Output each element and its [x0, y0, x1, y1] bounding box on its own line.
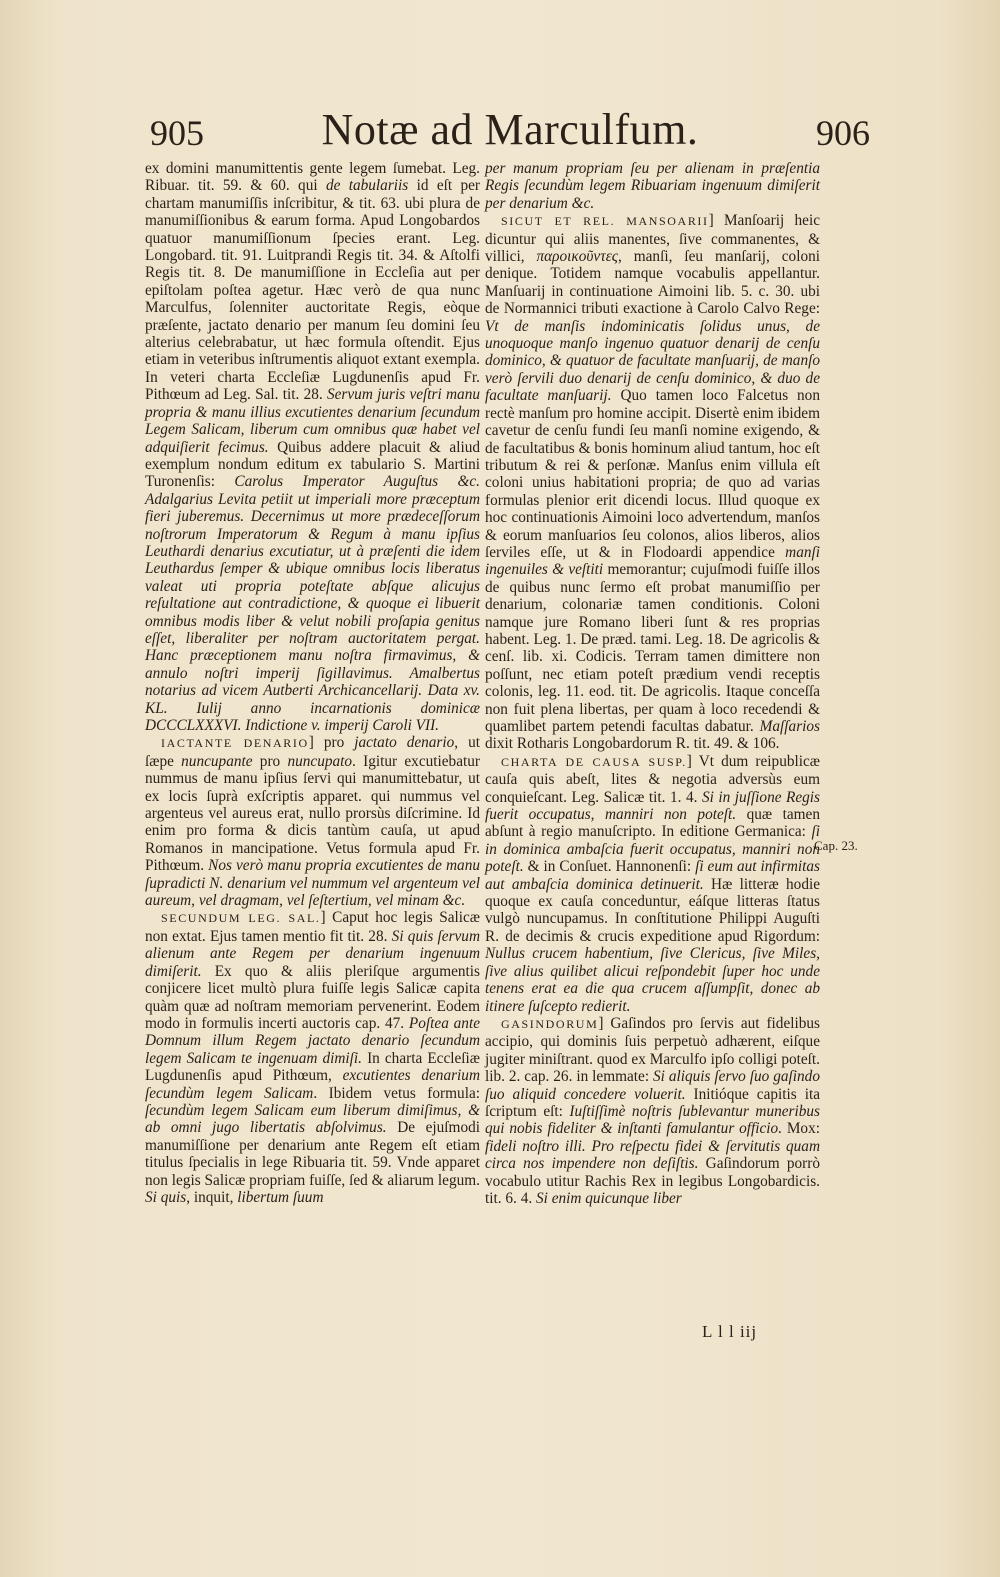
- italic-run: manſi ingenuiles & veſtiti: [485, 543, 820, 579]
- italic-run: jactato denario: [354, 734, 455, 752]
- text-run: memorantur; cujuſmodi fuiſſe illos de quibus nunc ſermo eſt probat manumiſſio per denarium, colonariæ tamen conditionis. Coloni namque jure Romano liberi ſunt & res proprias habent. Leg. 1. De præd. tami. Leg. 18. De agricolis & cenſ. lib. xi. Codicis. Terram tamen dimittere non poſſunt, nec etiam poteſt prædium vendi receptis colonis, leg. 11. eod. tit. De agricolis. Itaque conceſſa non fuit plena libertas, per quam à loco recedendi & quamlibet partem petendi facultas dabatur.: [485, 561, 820, 735]
- right-column: [485, 160, 820, 1207]
- text-run: Quibus addere placuit & aliud exemplum nondum editum ex tabulario S. Martini Turonenſis:: [145, 438, 480, 491]
- running-header: [150, 104, 870, 156]
- italic-run: Carolus Imperator Auguſtus &c. Adalgarius Levita petiit ut imperiali more præceptum fieri juberemus. Decernimus ut more prædeceſſorum noſtrorum Imperatorum & Regum à manu ipſius Leuthardi denarius excutiatur, ut à præſenti die idem Leuthardus ſemper & ubique omnibus locis liberatus valeat uti propria poteſtate abſque alicujus reſultatione aut contradictione, & quoque ei libuerit omnibus modis liber & velut nobili proſapia genitus eſſet, liberaliter per noſtram auctoritatem pergat. Hanc præceptionem manu noſtra firmavimus, & annulo noſtri imperij ſigillavimus. Amalbertus notarius ad vicem Autberti Archicancellarij. Data xv. KL. Iulij anno incarnationis dominicæ DCCCLXXXVI. Indictione v. imperij Caroli VII.: [145, 473, 480, 734]
- text-run: ] Vt dum reipublicæ cauſa quis abeſt, lites & negotia adversùs eum conquieſcant. Leg. Salicæ tit. 1. 4.: [485, 752, 820, 806]
- lemma: GASINDORUM: [501, 1016, 599, 1031]
- italic-run: Servum juris veſtri manu propria & manu illius excutientes denarium ſecundum Legem Salicam, liberum cum omnibus quæ habet vel adquiſierit fecimus.: [145, 386, 480, 456]
- italic-run: Vt de manſis indominicatis ſolidus unus, de unoquoque manſo ingenuo quatuor denarij de cenſu dominico, & quatuor de facultate manſuarij, de manſo verò ſervili duo denarij de cenſu dominico, & duo de facultate manſuarij.: [485, 317, 820, 405]
- italic-run: Poſtea ante Domnum illum Regem jactato denario ſecundum legem Salicam te ingenuam dimiſi.: [145, 1014, 480, 1067]
- italic-run: fideli noſtro illi. Pro reſpectu fidei & ſervitutis quam circa nos impendere non deſiſtis.: [485, 1137, 820, 1173]
- page-title: Notæ ad Marculfum.: [321, 105, 699, 154]
- text-run: Gaſindorum porrò vocabulo utitur Rachis Rex in legibus Longobardicis. tit. 6. 4.: [485, 1155, 820, 1207]
- text-run: In charta Eccleſiæ Lugdunenſis apud Pithœum,: [145, 1049, 480, 1085]
- text-run: . Igitur excutiebatur nummus de manu ipſius ſervi qui manumittebatur, ut ex locis ſuprà exſcriptis apparet. qui nummus vel argenteus vel aureus erat, nullo prorsùs diſcrimine. Id enim pro forma & dicis tantùm cauſa, ut apud Romanos in mancipatione. Vetus formula apud Fr. Pithœum.: [145, 752, 480, 875]
- greek-run: παροικοῦντες: [536, 248, 618, 266]
- text-run: Mox:: [782, 1120, 820, 1138]
- italic-run: Nullus crucem habentium, ſive Clericus, ſive Miles, ſive alius quilibet alicui reſpondebit ſuper hoc unde tenens erat ea die qua crucem aſſumpſit, donec ab itinere ſuſcepto redierit.: [485, 945, 820, 1015]
- italic-run: Si aliquis ſervo ſuo gaſindo ſuo aliquid concedere voluerit.: [485, 1068, 820, 1103]
- page-number-left: 905: [150, 113, 204, 153]
- italic-run: ſecundùm legem Salicam eum liberum dimiſimus, & ab omni jugo libertatis abſolvimus.: [145, 1101, 480, 1137]
- paragraph: [145, 909, 480, 1206]
- paragraph: per manum propriam ſeu per alienam in præſentia Regis ſecundùm legem Ribuariam ingenuum dimiſerit per denarium &c.: [485, 160, 820, 212]
- italic-run: Si in juſſione Regis fuerit occupatus, manniri non poteſt.: [485, 788, 820, 824]
- text-run: ] Caput hoc legis Salicæ non extat. Ejus tamen mentio fit tit. 28.: [145, 909, 480, 945]
- lemma: SICUT ET REL. MANSOARII: [501, 214, 709, 229]
- text-run: ] Manſoarij heic dicuntur qui aliis manentes, ſive commanentes, & villici,: [485, 212, 820, 266]
- italic-run: libertum ſuum: [237, 1188, 324, 1206]
- italic-run: Nos verò manu propria excutientes de manu ſupradicti N. denarium vel nummum vel argenteum vel aureum, vel dragmam, vel ſeſtertium, vel minam &c.: [145, 857, 481, 910]
- lemma: IACTANTE DENARIO: [161, 736, 309, 751]
- margin-note: Cap. 23.: [814, 838, 858, 853]
- italic-run: ſi eum aut infirmitas aut ambaſcia dominica detinuerit.: [485, 858, 820, 893]
- text-run: . Ibidem vetus formula:: [313, 1084, 480, 1102]
- text-run: ] pro: [308, 734, 355, 752]
- italic-run: excutientes denarium ſecundùm legem Salicam: [145, 1067, 481, 1102]
- paragraph: [485, 212, 820, 753]
- paragraph: [485, 753, 820, 1015]
- italic-run: ſi in dominica ambaſcia fuerit occupatus, manniri non poteſt.: [485, 823, 820, 876]
- lemma: SECUNDUM LEG. SAL.: [161, 911, 321, 926]
- italic-run: Si quis: [145, 1188, 187, 1206]
- paragraph: [145, 734, 480, 909]
- text-run: Initióque capitis ita ſcriptum eſt:: [485, 1085, 820, 1120]
- text-run: Hæ litteræ hodie quoque ex cauſa conceduntur, eáſque litteras ſtatus vulgò nuncupamus. In conſtitutione Philippi Auguſti R. de decimis & crucis expeditione apud Rigordum:: [485, 875, 821, 945]
- left-column: [145, 160, 480, 1206]
- text-run: ex domini manumittentis gente legem ſumebat. Leg. Ribuar. tit. 59. & 60. qui: [145, 160, 480, 195]
- text-run: Ex quo & aliis pleriſque argumentis conjicere licet multò plura fuiſſe legis Salicæ capita quàm quæ ad noſtram memoriam pervenerint. Eodem modo in formulis incerti auctoris cap. 47.: [145, 962, 480, 1032]
- italic-run: Si enim quicunque liber: [536, 1189, 682, 1207]
- text-run: dixit Rotharis Longobardorum R. tit. 49. & 106.: [485, 735, 780, 753]
- italic-run: nuncupato: [287, 752, 353, 770]
- text-run: , inquit,: [186, 1188, 238, 1206]
- text-run: Quo tamen loco Falcetus non rectè manſum pro homine accipit. Disertè enim ibidem cavetur de cenſu fundi ſeu manſi nomine exigendo, & de facultatibus & bonis hominum aliud tantum, hoc eſt tributum & rei & perſonæ. Manſus enim villula eſt coloni unius habitationi propria; de quo ad varias formulas plenior erit dicendi locus. Illud quoque ex hoc continuationis Aimoini loco advertendum, manſos & eorum manſuarios ſeu colonos, alios liberos, alios ſerviles eſſe, ut & in Flodoardi appendice: [485, 387, 820, 561]
- italic-run: Si quis ſervum alienum ante Regem per denarium ingenuum dimiſerit.: [145, 927, 481, 980]
- text-run: , ut ſæpe: [145, 734, 480, 770]
- text-run: pro: [252, 752, 288, 770]
- paragraph: [485, 1015, 820, 1207]
- text-run: ] Gaſindos pro ſervis aut fidelibus accipio, qui dominis ſuis perpetuò adhærent, eiſque jugiter miniſtrant. quod ex Marculfo ipſo colligi poteſt. lib. 2. cap. 26. in lemmate:: [485, 1014, 820, 1086]
- text-run: id eſt per chartam manumiſſis inſcribitur, & tit. 63. ubi plura de manumiſſionibus & earum forma. Apud Longobardos quatuor manumiſſionum ſpecies erant. Leg. Longobard. tit. 91. Luitprandi Regis tit. 34. & Aſtolfi Regis tit. 8. De manumiſſione in Eccleſia aut per epiſtolam poſtea agetur. Hæc verò de qua nunc Marculfus, ſolenniter auctoritate Regis, eòque præſente, jactato denario per manum ſeu domini ſeu alterius celebrabatur, ut hæc formula oſtendit. Ejus etiam in veteribus inſtrumentis aliquot extant exempla. In veteri charta Eccleſiæ Lugdunenſis apud Fr. Pithœum ad Leg. Sal. tit. 28.: [145, 177, 481, 404]
- signature-mark: L l l iij: [702, 1322, 758, 1341]
- text-run: & in Conſuet. Hannonenſi:: [523, 858, 696, 876]
- text-run: quæ tamen abſunt à regio manuſcripto. In editione Germanica:: [485, 806, 820, 841]
- paragraph: [145, 160, 480, 734]
- text-run: De ejuſmodi manumiſſione per denarium ante Regem eſt etiam titulus ſpecialis in lege Ribuaria tit. 59. Vnde apparet non legis Salicæ propriam fuiſſe, ſed & aliarum legum.: [145, 1119, 480, 1189]
- italic-run: Maſſarios: [759, 718, 820, 735]
- page-number-right: 906: [816, 113, 870, 153]
- text-run: , manſi, ſeu manſarij, coloni denique. Totidem namque vocabulis appellantur. Manſuarij in continuatione Aimoini lib. 5. c. 30. ubi de Normannici tributi exactione à Carolo Calvo Rege:: [485, 248, 820, 318]
- italic-run: de tabulariis: [325, 177, 409, 195]
- lemma: CHARTA DE CAUSA SUSP.: [501, 754, 687, 769]
- italic-run: Iuſtiſſimè noſtris ſublevantur muneribus qui nobis fideliter & inſtanti famulantur officio.: [485, 1102, 820, 1138]
- italic-run: nuncupante: [181, 752, 253, 770]
